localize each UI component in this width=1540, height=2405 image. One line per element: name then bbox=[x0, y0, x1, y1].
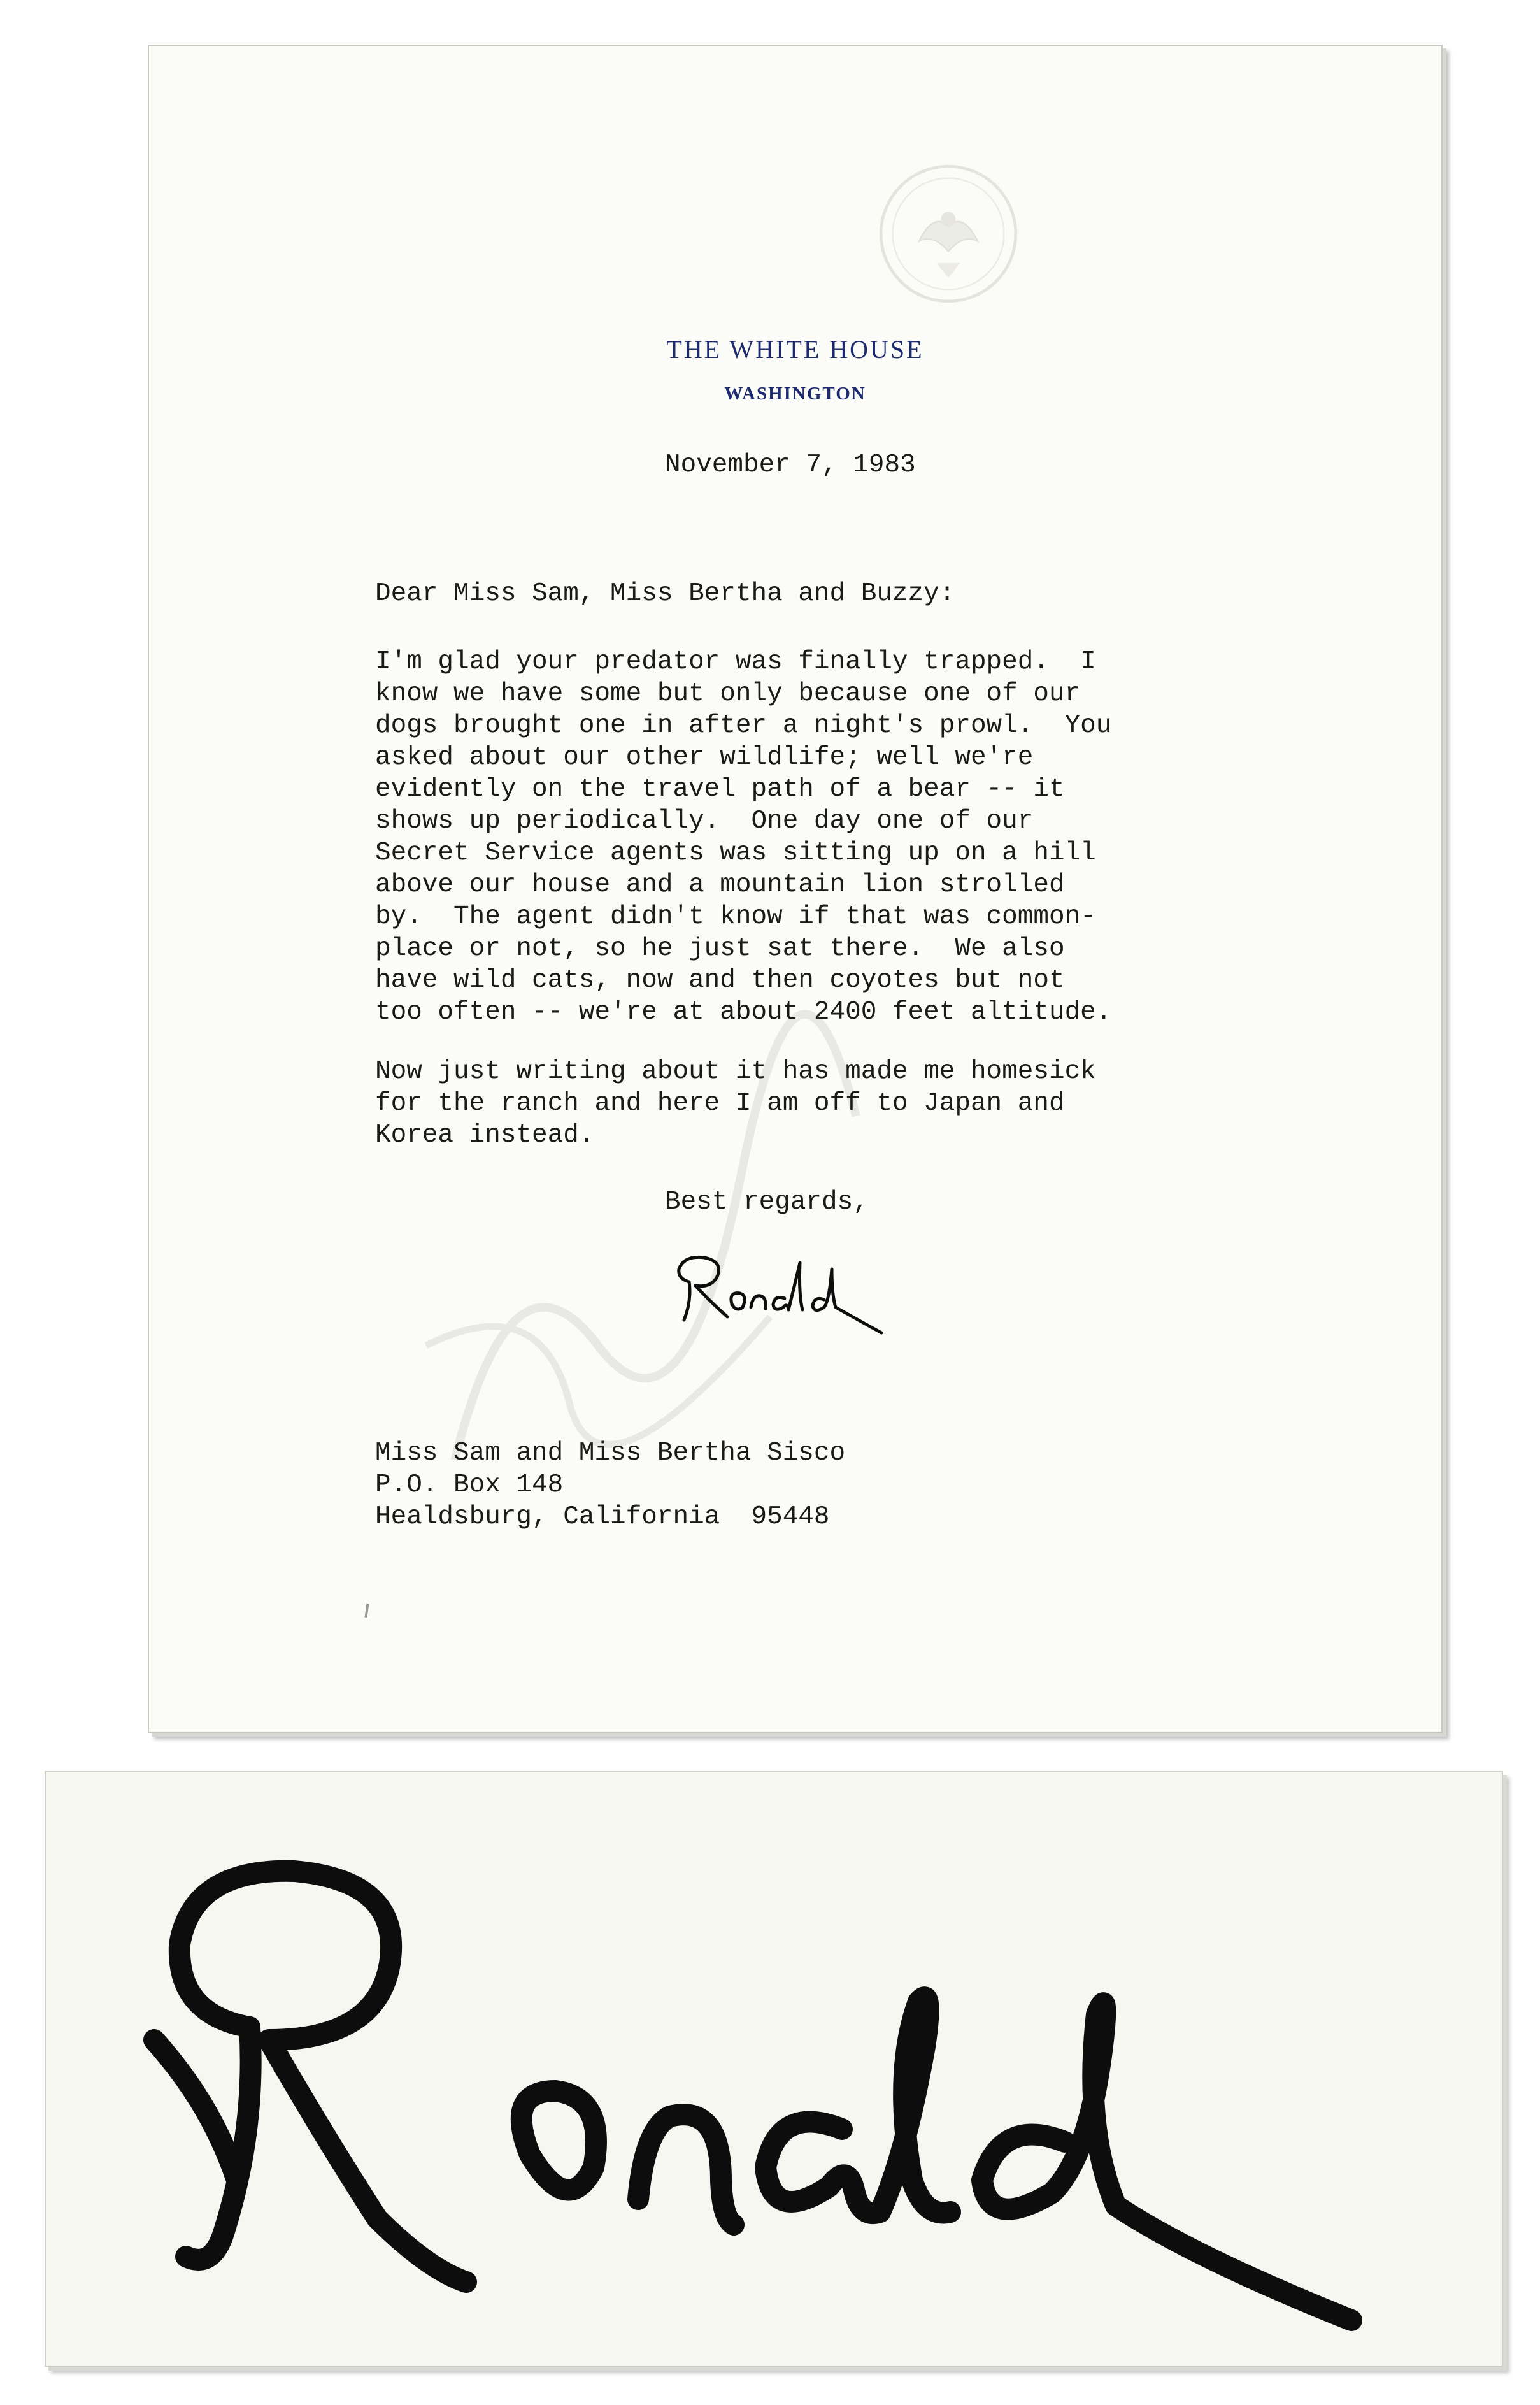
address-line: P.O. Box 148 bbox=[375, 1470, 564, 1500]
presidential-seal-icon bbox=[875, 161, 1022, 307]
letterhead-city: WASHINGTON bbox=[724, 384, 866, 404]
letter-date: November 7, 1983 bbox=[665, 450, 916, 480]
letterhead-title: THE WHITE HOUSE bbox=[666, 335, 924, 364]
signature-ronald-enlarged bbox=[46, 1772, 1504, 2368]
letter-sheet bbox=[148, 45, 1443, 1733]
signature-ronald bbox=[665, 1244, 939, 1339]
letter-salutation: Dear Miss Sam, Miss Bertha and Buzzy: bbox=[375, 579, 955, 608]
letter-paragraph-1: I'm glad your predator was finally trapped. I know we have some but only because one of our dogs brought one in after a night's prowl. You asked about our other wildlife; well we're evidently on the travel path of a bear -- it shows up periodically. One day one of our Secret Service agents was sitting up on a hill above our house and a mountain lion strolled by. The agent didn't know if that was common- place or not, so he just sat there. We also have wild cats, now and then coyotes but not too often -- we're at about 2400 feet altitude. bbox=[375, 647, 1112, 1027]
signature-enlargement-panel bbox=[45, 1771, 1503, 2367]
letter-closing: Best regards, bbox=[665, 1188, 869, 1217]
stray-pen-mark bbox=[364, 1604, 369, 1618]
address-line: Miss Sam and Miss Bertha Sisco bbox=[375, 1439, 846, 1468]
recipient-address bbox=[375, 1437, 845, 1533]
address-line: Healdsburg, California 95448 bbox=[375, 1502, 830, 1532]
letter-paragraph-2: Now just writing about it has made me homesick for the ranch and here I am off to Japan and Korea instead. bbox=[375, 1057, 1096, 1150]
